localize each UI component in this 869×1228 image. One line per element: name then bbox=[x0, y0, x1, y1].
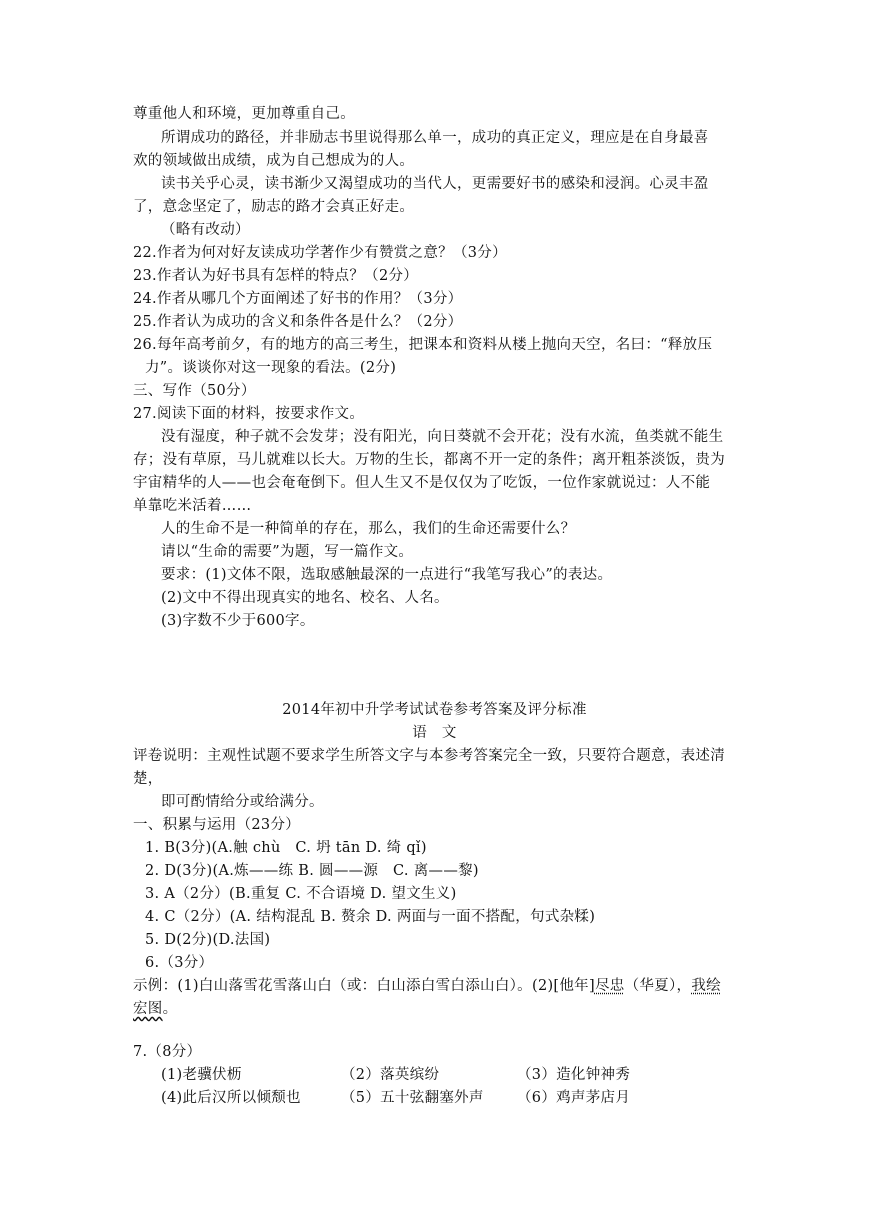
poem-answer: （2）落英缤纷 bbox=[341, 1067, 440, 1083]
essay-line: 尊重他人和环境，更加尊重自己。 bbox=[133, 106, 355, 122]
poem-answer: (1)老骥伏枥 bbox=[161, 1067, 242, 1083]
poem-answer: (4)此后汉所以倾颓也 bbox=[161, 1090, 301, 1106]
material-line: 宇宙精华的人——也会奄奄倒下。但人生又不是仅仅为了吃饭，一位作家就说过：人不能 bbox=[133, 475, 711, 491]
poem-answer: （3）造化钟神秀 bbox=[517, 1067, 631, 1083]
underlined-answer: 尽忠 bbox=[594, 978, 625, 994]
question-7: 7.（8分） bbox=[133, 1044, 202, 1060]
writing-prompt: 人的生命不是一种简单的存在，那么，我们的生命还需要什么？ bbox=[161, 521, 576, 537]
question-24: 24.作者从哪几个方面阐述了好书的作用？（3分） bbox=[133, 291, 463, 307]
writing-requirement: (3)字数不少于600字。 bbox=[161, 613, 315, 629]
question-26-cont: 力”。谈谈你对这一现象的看法。(2分) bbox=[145, 360, 397, 376]
writing-title-requirement: 请以“生命的需要”为题，写一篇作文。 bbox=[161, 544, 414, 560]
example-text: 。 bbox=[162, 1001, 178, 1017]
answer-example-cont bbox=[133, 999, 177, 1019]
essay-line: 欢的领域做出成绩，成为自己想成为的人。 bbox=[133, 153, 415, 169]
material-line: 存；没有草原，马儿就难以长大。万物的生长，都离不开一定的条件；离开粗茶淡饭，贵为 bbox=[133, 452, 725, 468]
grading-note: 即可酌情给分或给满分。 bbox=[161, 794, 324, 810]
essay-line: 了，意念坚定了，励志的路才会真正好走。 bbox=[133, 199, 415, 215]
answer-key-subject: 语 文 bbox=[412, 725, 457, 741]
answer-example bbox=[133, 976, 721, 996]
source-note: （略有改动） bbox=[161, 222, 250, 238]
underlined-answer: 宏图 bbox=[133, 1001, 163, 1017]
answer-item: 3. A（2分）(B.重复 C. 不合语境 D. 望文生义) bbox=[145, 886, 457, 902]
example-text: （华夏）， bbox=[624, 978, 692, 994]
section-heading-accumulation: 一、积累与运用（23分） bbox=[133, 817, 301, 833]
answer-item: 1. B(3分)(A.触 chù C. 坍 tān D. 绮 qǐ) bbox=[145, 840, 427, 856]
essay-line: 所谓成功的路径，并非励志书里说得那么单一，成功的真正定义，理应是在自身最喜 bbox=[161, 130, 709, 146]
answer-item: 5. D(2分)(D.法国) bbox=[145, 932, 271, 948]
answer-item: 4. C（2分）(A. 结构混乱 B. 赘余 D. 两面与一面不搭配，句式杂糅) bbox=[145, 909, 596, 925]
essay-line: 读书关乎心灵，读书渐少又渴望成功的当代人，更需要好书的感染和浸润。心灵丰盈 bbox=[161, 176, 709, 192]
answer-item: 6.（3分） bbox=[145, 955, 214, 971]
writing-requirement: 要求：(1)文体不限，选取感触最深的一点进行“我笔写我心”的表达。 bbox=[161, 567, 613, 583]
material-line: 单靠吃米活着…… bbox=[133, 498, 252, 514]
question-27: 27.阅读下面的材料，按要求作文。 bbox=[133, 406, 365, 422]
answer-key-title: 2014年初中升学考试试卷参考答案及评分标准 bbox=[282, 702, 587, 718]
example-text: 示例：(1)白山落雪花雪落山白（或：白山添白雪白添山白）。(2)[他年] bbox=[133, 978, 595, 994]
grading-note: 楚， bbox=[133, 771, 163, 787]
poem-answer: （6）鸡声茅店月 bbox=[517, 1090, 631, 1106]
answer-item: 2. D(3分)(A.炼——练 B. 圆——源 C. 离——黎) bbox=[145, 863, 479, 879]
material-line: 没有湿度，种子就不会发芽；没有阳光，向日葵就不会开花；没有水流，鱼类就不能生 bbox=[161, 429, 724, 445]
writing-requirement: (2)文中不得出现真实的地名、校名、人名。 bbox=[161, 590, 449, 606]
question-25: 25.作者认为成功的含义和条件各是什么？（2分） bbox=[133, 314, 463, 330]
question-23: 23.作者认为好书具有怎样的特点？（2分） bbox=[133, 268, 419, 284]
poem-answer: （5）五十弦翻塞外声 bbox=[341, 1090, 484, 1106]
grading-note: 评卷说明：主观性试题不要求学生所答文字与本参考答案完全一致，只要符合题意，表述清 bbox=[133, 748, 725, 764]
question-22: 22.作者为何对好友读成功学著作少有赞赏之意？（3分） bbox=[133, 245, 507, 261]
underlined-answer: 我绘 bbox=[691, 978, 721, 994]
question-26: 26.每年高考前夕，有的地方的高三考生，把课本和资料从楼上抛向天空，名曰：“释放压 bbox=[133, 337, 713, 353]
section-heading-writing: 三、写作（50分） bbox=[133, 383, 256, 399]
